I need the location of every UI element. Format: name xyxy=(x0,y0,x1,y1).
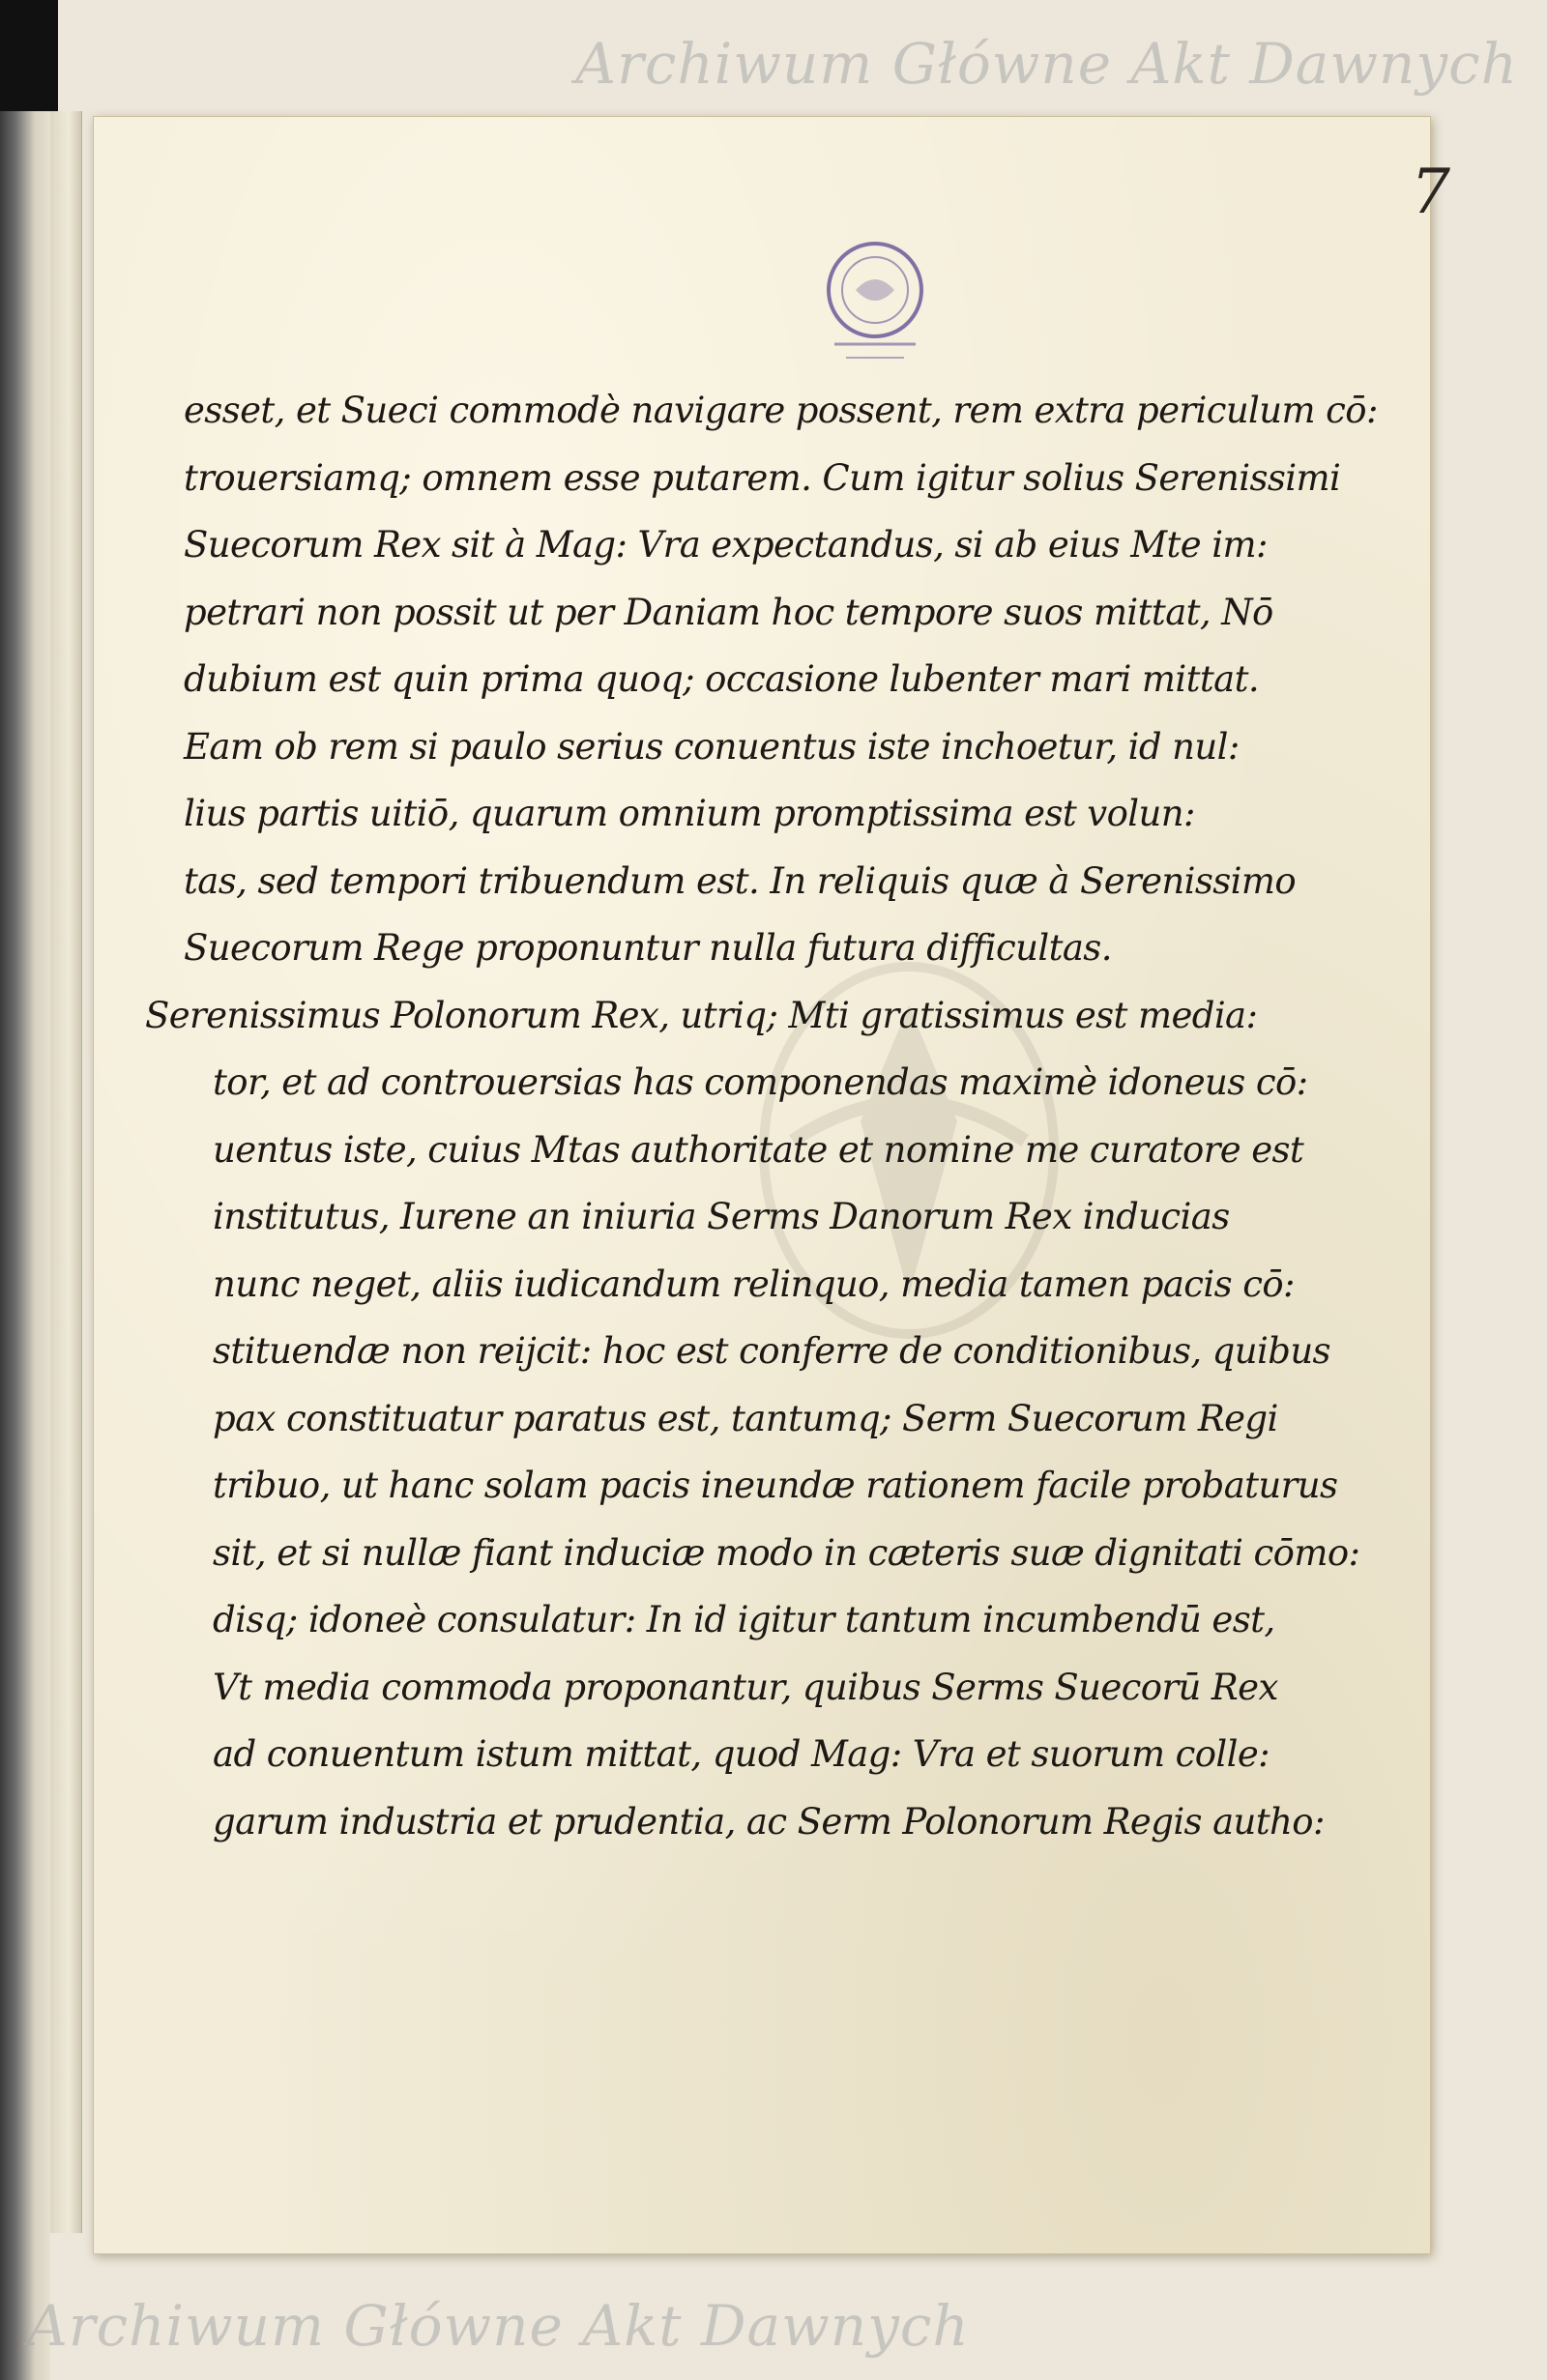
manuscript-line: garum industria et prudentia, ac Serm Polonorum Regis autho: xyxy=(213,1800,1325,1843)
binding-strip xyxy=(0,0,50,2380)
facing-page-edge xyxy=(50,111,82,2233)
manuscript-line: institutus, Iurene an iniuria Serms Danorum Rex inducias xyxy=(213,1196,1230,1237)
folio-number: 7 xyxy=(1411,157,1450,228)
manuscript-line: uentus iste, cuius Mtas authoritate et nomine me curatore est xyxy=(213,1128,1304,1171)
manuscript-line: ad conuentum istum mittat, quod Mag: Vra et suorum colle: xyxy=(213,1733,1270,1775)
manuscript-line: disq; idoneè consulatur: In id igitur tantum incumbendū est, xyxy=(213,1599,1275,1640)
manuscript-line: nunc neget, aliis iudicandum relinquo, media tamen pacis cō: xyxy=(213,1263,1295,1305)
manuscript-line: sit, et si nullæ fiant induciæ modo in cæteris suæ dignitati cōmo: xyxy=(213,1531,1360,1574)
manuscript-line: tas, sed tempori tribuendum est. In reliquis quæ à Serenissimo xyxy=(184,859,1297,902)
manuscript-line: Vt media commoda proponantur, quibus Serms Suecorū Rex xyxy=(213,1666,1278,1708)
manuscript-text xyxy=(145,377,1378,1855)
watermark-bottom: Archiwum Główne Akt Dawnych xyxy=(27,2293,970,2359)
manuscript-line: lius partis uitiō, quarum omnium promptissima est volun: xyxy=(184,793,1195,834)
manuscript-line: tor, et ad controuersias has componendas maximè idoneus cō: xyxy=(213,1061,1308,1103)
manuscript-line: Eam ob rem si paulo serius conuentus iste inchoetur, id nul: xyxy=(184,725,1240,768)
archive-stamp-icon xyxy=(817,230,933,375)
manuscript-line: dubium est quin prima quoq; occasione lubenter mari mittat. xyxy=(184,658,1259,700)
manuscript-line: Suecorum Rege proponuntur nulla futura difficultas. xyxy=(184,927,1112,969)
manuscript-line: pax constituatur paratus est, tantumq; Serm Suecorum Regi xyxy=(213,1397,1278,1439)
manuscript-line: trouersiamq; omnem esse putarem. Cum igitur solius Serenissimi xyxy=(184,456,1341,499)
manuscript-line: Suecorum Rex sit à Mag: Vra expectandus, si ab eius Mte im: xyxy=(184,524,1268,566)
manuscript-line: stituendæ non reijcit: hoc est conferre de conditionibus, quibus xyxy=(213,1330,1330,1372)
watermark-top: Archiwum Główne Akt Dawnych xyxy=(575,31,1518,97)
manuscript-line: Serenissimus Polonorum Rex, utriq; Mti gratissimus est media: xyxy=(145,994,1258,1036)
manuscript-line: petrari non possit ut per Daniam hoc tempore suos mittat, Nō xyxy=(184,591,1273,633)
manuscript-line: tribuo, ut hanc solam pacis ineundæ rationem facile probaturus xyxy=(213,1465,1338,1506)
binding-corner xyxy=(0,0,58,111)
manuscript-line: esset, et Sueci commodè navigare possent, rem extra periculum cō: xyxy=(184,390,1378,431)
